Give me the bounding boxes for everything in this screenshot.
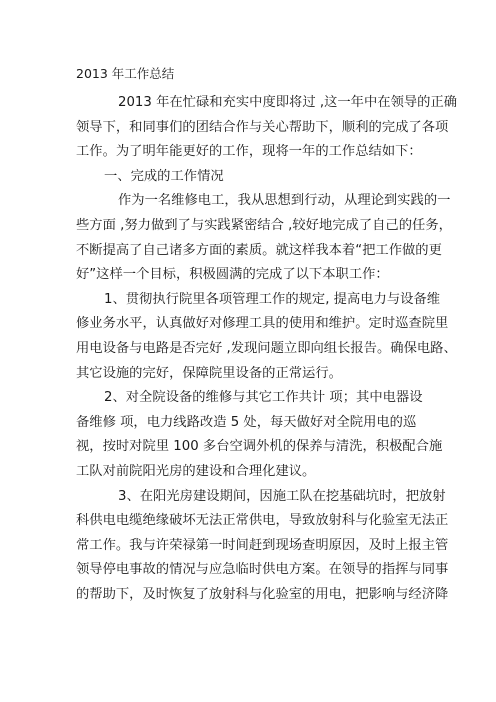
list-item-line: 2、对全院设备的维修与其它工作共计 项；其中电器设 (104, 390, 423, 406)
document-body (76, 91, 458, 607)
paragraph-line: 些方面 ,努力做到了与实践紧密结合 ,较好地完成了自己的任务， (76, 217, 452, 233)
list-item-line: 视，按时对院里 100 多台空调外机的保养与清洗，积极配合施 (76, 439, 443, 455)
paragraph-line: 工作。为了明年能更好的工作，现将一年的工作总结如下： (76, 144, 422, 160)
paragraph-line: 2013 年在忙碌和充实中度即将过 ,这一年中在领导的正确 (118, 95, 458, 110)
section-heading: 一、完成的工作情况 (104, 168, 224, 184)
list-item-line: 领导停电事故的情况与应急临时供电方案。在领导的指挥与同事 (76, 562, 449, 578)
paragraph-line: 作为一名维修电工，我从思想到行动，从理论到实践的一 (118, 193, 451, 209)
list-item-line: 3、在阳光房建设期间，因施工队在挖基础坑时，把放射 (118, 488, 446, 504)
list-item-line: 工队对前院阳光房的建设和合理化建议。 (76, 463, 316, 479)
paragraph-line: 好”这样一个目标，积极圆满的完成了以下本职工作： (76, 267, 389, 283)
document-title: 2013 年工作总结 (76, 66, 175, 81)
list-item-line: 常工作。我与许荣禄第一时间赶到现场查明原因，及时上报主管 (76, 537, 449, 553)
list-item-line: 用电设备与电路是否完好 ,发现问题立即向组长报告。确保电路、 (76, 340, 457, 356)
list-item-line: 的帮助下，及时恢复了放射科与化验室的用电，把影响与经济降 (76, 586, 449, 602)
list-item-line: 科供电电缆绝缘破坏无法正常供电，导致放射科与化验室无法正 (76, 513, 449, 529)
list-item-line: 其它设施的完好，保障院里设备的正常运行。 (76, 365, 342, 381)
list-item-line: 备维修 项，电力线路改造 5 处，每天做好对全院用电的巡 (76, 414, 417, 430)
list-item-line: 修业务水平，认真做好对修理工具的使用和维护。定时巡查院里 (76, 316, 449, 332)
list-item-line: 1、贯彻执行院里各项管理工作的规定, 提高电力与设备维 (104, 291, 441, 307)
paragraph-line: 不断提高了自己诸多方面的素质。就这样我本着“把工作做的更 (76, 242, 442, 258)
paragraph-line: 领导下，和同事们的团结合作与关心帮助下，顺利的完成了各项 (76, 119, 449, 135)
